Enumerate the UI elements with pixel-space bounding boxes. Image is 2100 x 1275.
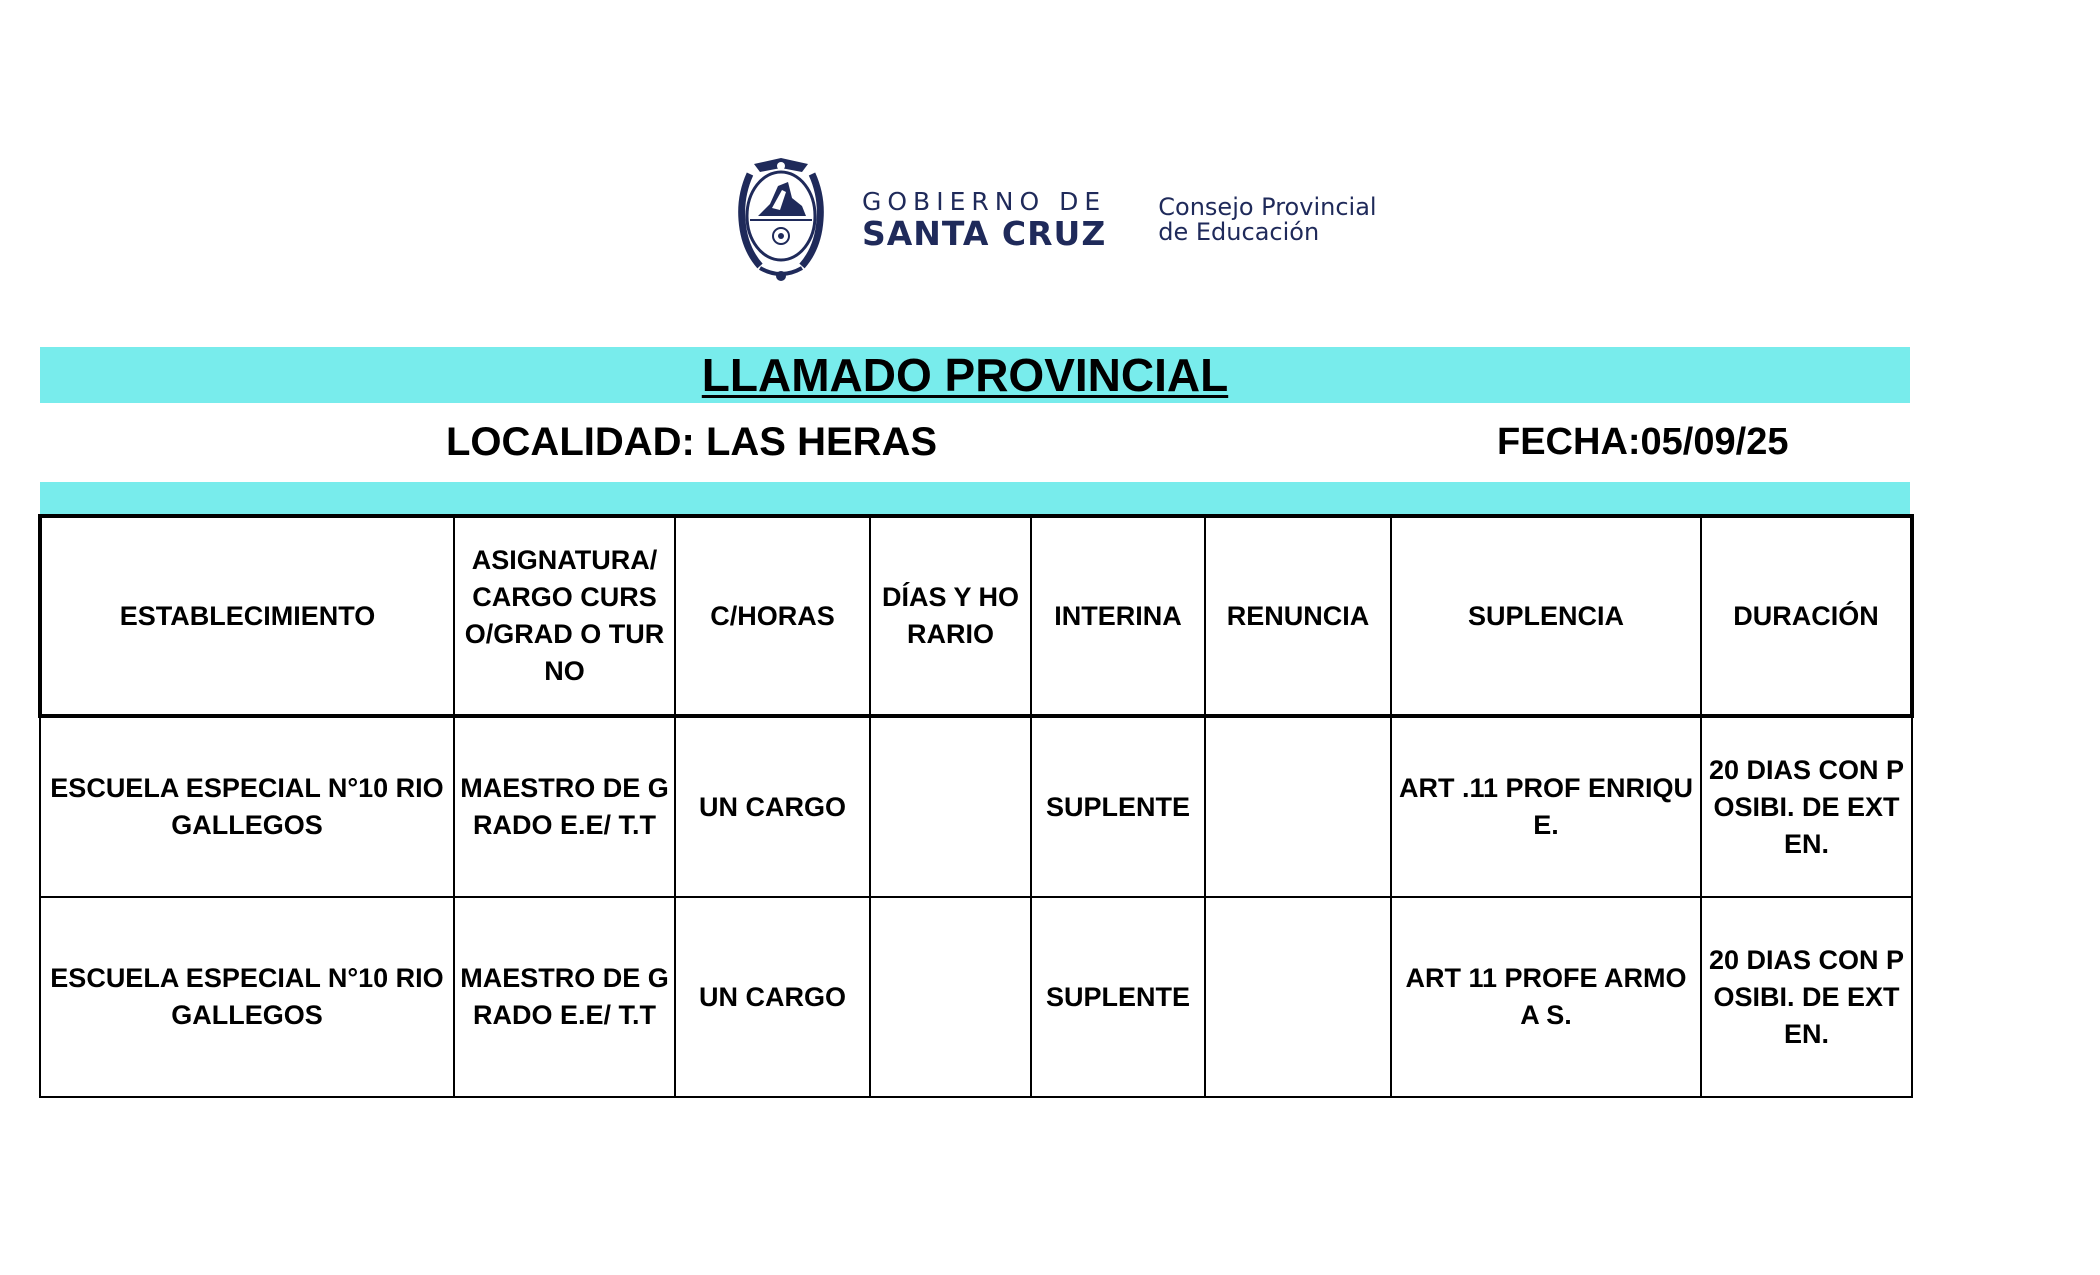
cell-suplencia: ART .11 PROF ENRIQUE. <box>1391 716 1701 897</box>
cell-suplencia: ART 11 PROFE ARMOA S. <box>1391 897 1701 1097</box>
table-row <box>40 716 1912 897</box>
table-header-row <box>40 516 1912 716</box>
cell-horas: UN CARGO <box>675 897 870 1097</box>
vacancy-table <box>38 514 1914 1098</box>
cell-establecimiento: ESCUELA ESPECIAL N°10 RIO GALLEGOS <box>40 716 454 897</box>
council-line-2: de Educación <box>1158 218 1320 246</box>
column-header: SUPLENCIA <box>1391 516 1701 716</box>
column-header: RENUNCIA <box>1205 516 1391 716</box>
cell-dias <box>870 897 1031 1097</box>
government-line-2: SANTA CRUZ <box>862 214 1107 253</box>
column-header: DÍAS Y HORARIO <box>870 516 1031 716</box>
cell-duracion: 20 DIAS CON POSIBI. DE EXTEN. <box>1701 716 1912 897</box>
cell-dias <box>870 716 1031 897</box>
provincial-seal-icon <box>730 156 832 284</box>
header-logo <box>730 155 1377 285</box>
separator-band <box>40 482 1910 514</box>
cell-renuncia <box>1205 897 1391 1097</box>
column-header: DURACIÓN <box>1701 516 1912 716</box>
cell-renuncia <box>1205 716 1391 897</box>
council-name <box>1158 195 1376 245</box>
cell-horas: UN CARGO <box>675 716 870 897</box>
cell-establecimiento: ESCUELA ESPECIAL N°10 RIO GALLEGOS <box>40 897 454 1097</box>
column-header: ESTABLECIMIENTO <box>40 516 454 716</box>
government-line-1: GOBIERNO DE <box>862 187 1107 216</box>
locality-label: LOCALIDAD: LAS HERAS <box>446 420 938 464</box>
date-label: FECHA:05/09/25 <box>1497 421 1789 463</box>
council-line-1: Consejo Provincial <box>1158 193 1377 221</box>
cell-interina: SUPLENTE <box>1031 716 1205 897</box>
cell-duracion: 20 DIAS CON POSIBI. DE EXTEN. <box>1701 897 1912 1097</box>
cell-interina: SUPLENTE <box>1031 897 1205 1097</box>
cell-asignatura: MAESTRO DE GRADO E.E/ T.T <box>454 897 675 1097</box>
column-header: C/HORAS <box>675 516 870 716</box>
government-name <box>862 188 1106 252</box>
column-header: INTERINA <box>1031 516 1205 716</box>
column-header: ASIGNATURA/ CARGO CURSO/GRAD O TURNO <box>454 516 675 716</box>
table-row <box>40 897 1912 1097</box>
title-band <box>40 347 1910 403</box>
cell-asignatura: MAESTRO DE GRADO E.E/ T.T <box>454 716 675 897</box>
page-title: LLAMADO PROVINCIAL <box>701 349 1229 401</box>
